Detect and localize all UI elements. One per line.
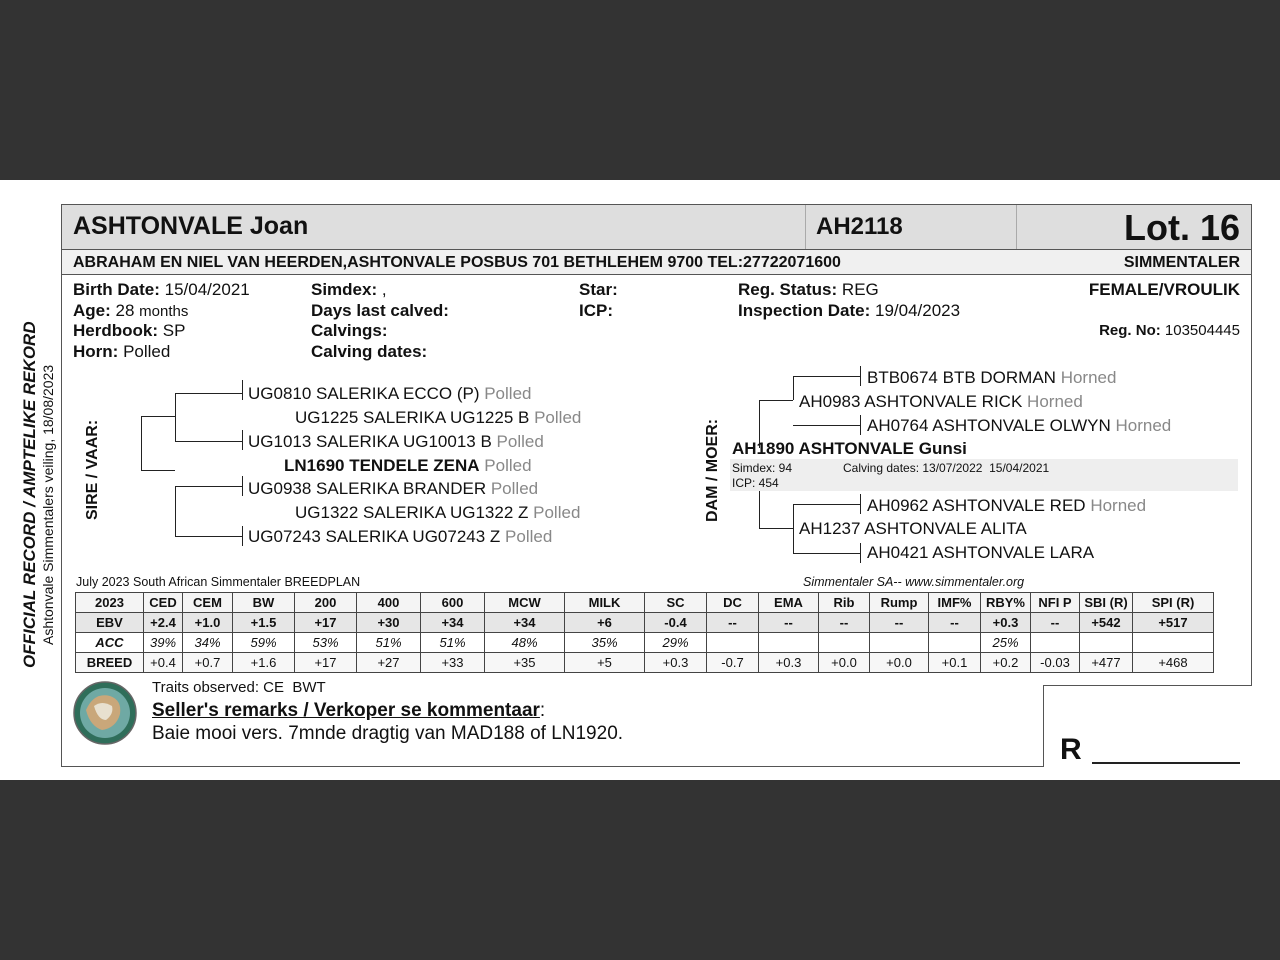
icp: ICP:	[579, 301, 613, 320]
columns-cell: CED	[144, 593, 183, 613]
breed-cell: +0.1	[929, 653, 981, 673]
ebv-cell: +0.3	[981, 613, 1031, 633]
acc-cell: 53%	[295, 633, 357, 653]
acc-cell	[870, 633, 929, 653]
acc-cell	[1031, 633, 1080, 653]
columns-cell: 200	[295, 593, 357, 613]
acc-cell: 59%	[233, 633, 295, 653]
animal-name: ASHTONVALE Joan	[73, 212, 309, 240]
breed-label: SIMMENTALER	[1123, 254, 1240, 271]
seller-remarks-title: Seller's remarks / Verkoper se kommentaar:	[152, 700, 546, 721]
breed-cell: +35	[485, 653, 565, 673]
lot-card	[0, 180, 1280, 780]
signature-line[interactable]	[1092, 762, 1240, 764]
columns-cell: EMA	[759, 593, 819, 613]
acc-cell: 35%	[565, 633, 645, 653]
ebv-cell: +542	[1080, 613, 1133, 633]
acc-cell: 34%	[183, 633, 233, 653]
columns-cell: MILK	[565, 593, 645, 613]
ebv-cell: +1.5	[233, 613, 295, 633]
ebv-row	[76, 613, 1214, 633]
society-logo-icon	[72, 680, 138, 746]
acc-cell: 48%	[485, 633, 565, 653]
breed-cell: +477	[1080, 653, 1133, 673]
traits-observed: Traits observed: CE BWT	[152, 679, 326, 696]
sex: FEMALE/VROULIK	[1088, 280, 1240, 299]
columns-cell: BW	[233, 593, 295, 613]
dam-label: DAM / MOER:	[704, 418, 721, 522]
dam-dam: AH1237 ASHTONVALE ALITA	[799, 519, 1027, 538]
acc-row	[76, 633, 1214, 653]
ebv-cell: +34	[421, 613, 485, 633]
ebv-cell: --	[819, 613, 870, 633]
ebv-cell: +17	[295, 613, 357, 633]
breed-cell: +1.6	[233, 653, 295, 673]
dam-icp: ICP: 454	[732, 476, 779, 490]
columns-cell: SC	[645, 593, 707, 613]
ebv-cell: +30	[357, 613, 421, 633]
days-last-calved: Days last calved:	[311, 301, 449, 320]
acc-cell	[707, 633, 759, 653]
ebv-cell: +6	[565, 613, 645, 633]
dam-calving-dates: Calving dates: 13/07/2022 15/04/2021	[843, 461, 1050, 475]
ebv-cell: --	[707, 613, 759, 633]
seller-remarks: Baie mooi vers. 7mnde dragtig van MAD188 of LN1920.	[152, 723, 624, 744]
sale-label: Ashtonvale Simmentalers veiling, 18/08/2023	[40, 364, 56, 645]
columns-cell: 2023	[76, 593, 144, 613]
sire-sire: UG1225 SALERIKA UG1225 B Polled	[295, 408, 582, 427]
ebv-cell: -0.4	[645, 613, 707, 633]
dam-sire: AH0983 ASHTONVALE RICK Horned	[799, 392, 1083, 411]
breed-cell: +0.0	[870, 653, 929, 673]
breed-cell: +17	[295, 653, 357, 673]
ebv-cell: --	[1031, 613, 1080, 633]
columns-cell: IMF%	[929, 593, 981, 613]
columns-cell: 400	[357, 593, 421, 613]
columns-cell: SPI (R)	[1133, 593, 1214, 613]
columns-cell: NFI P	[1031, 593, 1080, 613]
acc-cell: 39%	[144, 633, 183, 653]
reg-status: Reg. Status: REG	[738, 280, 879, 299]
acc-cell: ACC	[76, 633, 144, 653]
breed-row	[76, 653, 1214, 673]
breed-cell: +0.0	[819, 653, 870, 673]
breed-cell: +33	[421, 653, 485, 673]
simdex: Simdex: ,	[311, 280, 387, 299]
columns-cell: 600	[421, 593, 485, 613]
columns-cell: DC	[707, 593, 759, 613]
acc-cell: 51%	[357, 633, 421, 653]
dam-sire-dam: AH0764 ASHTONVALE OLWYN Horned	[867, 416, 1172, 435]
inspection-date: Inspection Date: 19/04/2023	[738, 301, 961, 320]
ebv-cell: +34	[485, 613, 565, 633]
acc-cell	[759, 633, 819, 653]
birth-date: Birth Date: 15/04/2021	[73, 280, 250, 299]
ebv-cell: --	[929, 613, 981, 633]
ebv-cell: EBV	[76, 613, 144, 633]
breed-cell: +5	[565, 653, 645, 673]
ebv-cell: +2.4	[144, 613, 183, 633]
sire-dam: UG1322 SALERIKA UG1322 Z Polled	[295, 503, 581, 522]
breed-cell: +0.2	[981, 653, 1031, 673]
calving-dates: Calving dates:	[311, 342, 428, 361]
breedplan-title: July 2023 South African Simmentaler BREEDPLAN	[76, 575, 361, 589]
dam-simdex: Simdex: 94	[732, 461, 793, 475]
dam-dam-dam: AH0421 ASHTONVALE LARA	[867, 543, 1095, 562]
herdbook: Herdbook: SP	[73, 321, 186, 340]
columns-cell: SBI (R)	[1080, 593, 1133, 613]
horn-status: Horn: Polled	[73, 342, 171, 361]
dam-main: AH1890 ASHTONVALE Gunsi	[732, 439, 967, 458]
animal-id: AH2118	[816, 213, 903, 240]
sire-main: LN1690 TENDELE ZENA Polled	[284, 456, 532, 475]
ebv-header-row	[76, 593, 1214, 613]
dam-dam-sire: AH0962 ASHTONVALE RED Horned	[867, 496, 1147, 515]
ebv-cell: +1.0	[183, 613, 233, 633]
columns-cell: MCW	[485, 593, 565, 613]
sire-dam-sire: UG0938 SALERIKA BRANDER Polled	[248, 479, 539, 498]
breed-cell: +468	[1133, 653, 1214, 673]
owner-address: ABRAHAM EN NIEL VAN HEERDEN,ASHTONVALE POSBUS 701 BETHLEHEM 9700 TEL:27722071600	[73, 254, 841, 271]
ebv-cell: --	[870, 613, 929, 633]
breed-cell: +0.7	[183, 653, 233, 673]
star: Star:	[579, 280, 618, 299]
acc-cell	[929, 633, 981, 653]
official-record-label: OFFICIAL RECORD / AMPTELIKE REKORD	[20, 321, 39, 668]
breed-cell: +0.3	[759, 653, 819, 673]
ebv-table	[75, 592, 1214, 673]
lot-number: Lot. 16	[1123, 207, 1240, 248]
breed-cell: +27	[357, 653, 421, 673]
acc-cell	[1133, 633, 1214, 653]
sire-dam-dam: UG07243 SALERIKA UG07243 Z Polled	[248, 527, 553, 546]
ebv-cell: +517	[1133, 613, 1214, 633]
columns-cell: Rib	[819, 593, 870, 613]
age: Age: 28 months	[73, 301, 189, 320]
acc-cell: 51%	[421, 633, 485, 653]
breed-cell: +0.3	[645, 653, 707, 673]
r-label: R	[1060, 733, 1082, 766]
ebv-cell: --	[759, 613, 819, 633]
columns-cell: RBY%	[981, 593, 1031, 613]
columns-cell: CEM	[183, 593, 233, 613]
acc-cell	[1080, 633, 1133, 653]
columns-cell: Rump	[870, 593, 929, 613]
breed-cell: +0.4	[144, 653, 183, 673]
acc-cell	[819, 633, 870, 653]
breed-cell: -0.7	[707, 653, 759, 673]
calvings: Calvings:	[311, 321, 388, 340]
breed-cell: -0.03	[1031, 653, 1080, 673]
reg-no: Reg. No: 103504445	[1099, 322, 1240, 339]
breed-cell: BREED	[76, 653, 144, 673]
dam-sire-sire: BTB0674 BTB DORMAN Horned	[867, 368, 1117, 387]
sire-sire-sire: UG0810 SALERIKA ECCO (P) Polled	[248, 384, 532, 403]
breedplan-site: Simmentaler SA-- www.simmentaler.org	[803, 575, 1025, 589]
sire-label: SIRE / VAAR:	[84, 419, 101, 520]
sire-sire-dam: UG1013 SALERIKA UG10013 B Polled	[248, 432, 544, 451]
acc-cell: 25%	[981, 633, 1031, 653]
acc-cell: 29%	[645, 633, 707, 653]
